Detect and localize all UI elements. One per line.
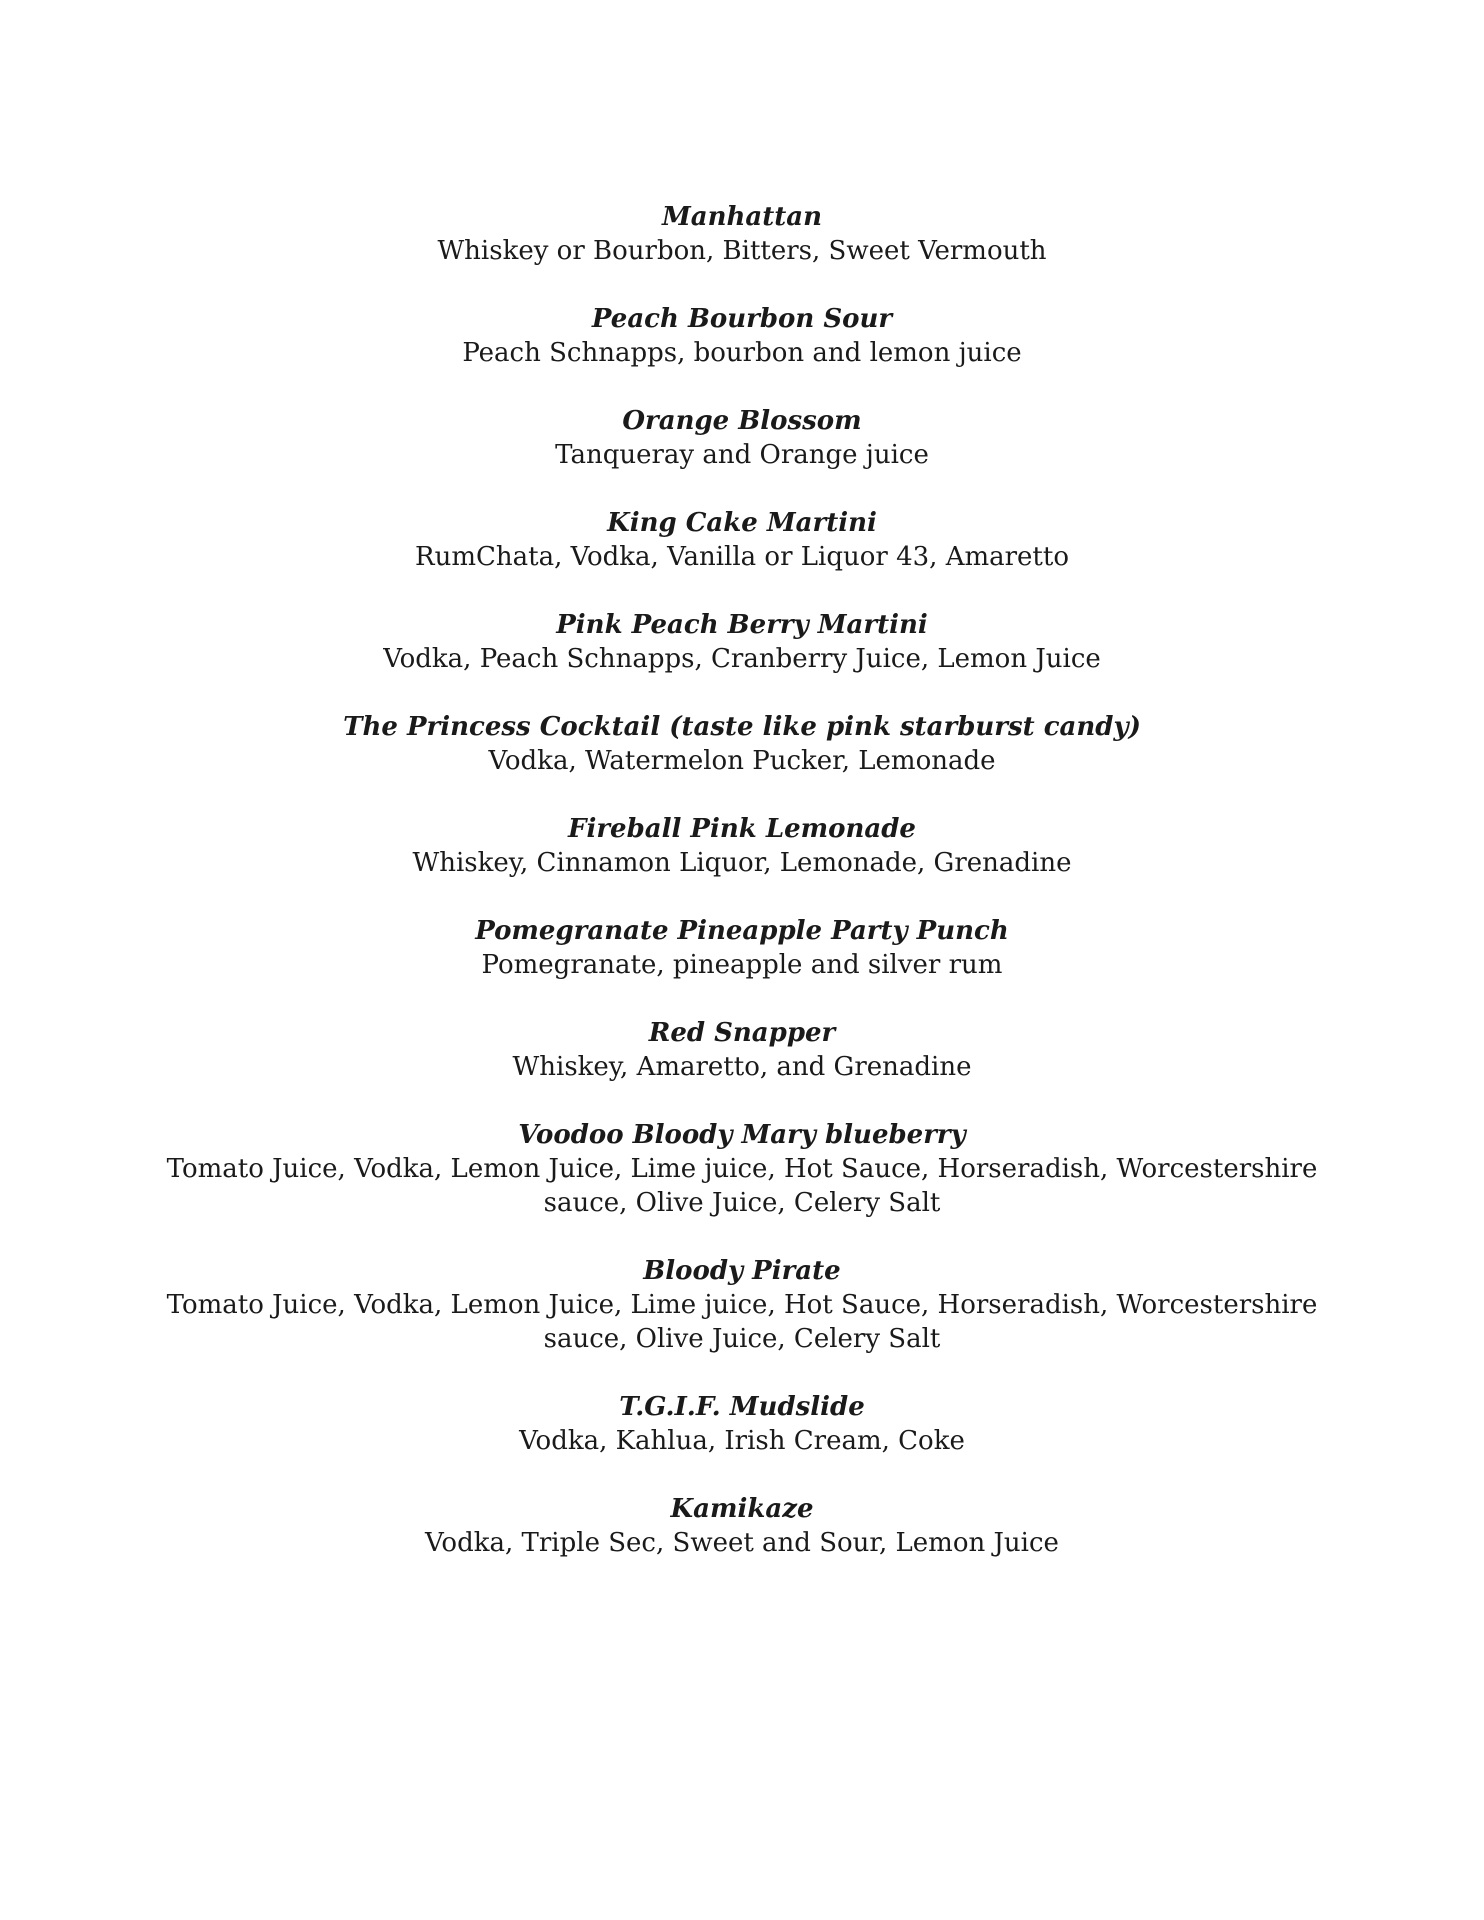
drink-name: Pink Peach Berry Martini (556, 610, 928, 640)
drink-ingredients: Tomato Juice, Vodka, Lemon Juice, Lime juice, Hot Sauce, Horseradish, Worcestershire sauce, Olive Juice, Celery Salt (166, 1290, 1318, 1354)
drink-item-pink-peach-berry-martini (0, 608, 1484, 676)
drink-item-peach-bourbon-sour (0, 302, 1484, 370)
drink-ingredients: Tanqueray and Orange juice (555, 440, 929, 470)
drink-item-princess-cocktail (0, 710, 1484, 778)
drink-item-manhattan (0, 200, 1484, 268)
drink-menu (0, 200, 1484, 1594)
drink-ingredients: Whiskey, Cinnamon Liquor, Lemonade, Grenadine (412, 848, 1072, 878)
drink-item-tgif-mudslide (0, 1390, 1484, 1458)
drink-name: Manhattan (661, 202, 823, 232)
drink-name: Orange Blossom (622, 406, 862, 436)
drink-item-red-snapper (0, 1016, 1484, 1084)
drink-name: Peach Bourbon Sour (591, 304, 893, 334)
drink-name: T.G.I.F. Mudslide (619, 1392, 865, 1422)
drink-ingredients: Whiskey, Amaretto, and Grenadine (512, 1052, 972, 1082)
drink-name: The Princess Cocktail (taste like pink starburst candy) (343, 712, 1141, 742)
drink-item-pomegranate-pineapple-party-punch (0, 914, 1484, 982)
drink-ingredients: Vodka, Peach Schnapps, Cranberry Juice, Lemon Juice (383, 644, 1101, 674)
drink-ingredients: Whiskey or Bourbon, Bitters, Sweet Vermouth (437, 236, 1047, 266)
drink-item-kamikaze (0, 1492, 1484, 1560)
drink-ingredients: Tomato Juice, Vodka, Lemon Juice, Lime juice, Hot Sauce, Horseradish, Worcestershire sauce, Olive Juice, Celery Salt (166, 1154, 1318, 1218)
drink-item-orange-blossom (0, 404, 1484, 472)
drink-item-voodoo-bloody-mary (0, 1118, 1484, 1220)
drink-name: Pomegranate Pineapple Party Punch (475, 916, 1009, 946)
drink-name: Red Snapper (648, 1018, 836, 1048)
drink-name: Bloody Pirate (643, 1256, 841, 1286)
drink-ingredients: Vodka, Kahlua, Irish Cream, Coke (519, 1426, 965, 1456)
drink-ingredients: Pomegranate, pineapple and silver rum (481, 950, 1003, 980)
drink-ingredients: Peach Schnapps, bourbon and lemon juice (462, 338, 1022, 368)
drink-item-bloody-pirate (0, 1254, 1484, 1356)
drink-ingredients: RumChata, Vodka, Vanilla or Liquor 43, Amaretto (415, 542, 1069, 572)
drink-name: King Cake Martini (607, 508, 877, 538)
drink-name: Kamikaze (670, 1494, 814, 1524)
drink-name: Fireball Pink Lemonade (568, 814, 916, 844)
drink-ingredients: Vodka, Watermelon Pucker, Lemonade (488, 746, 996, 776)
drink-item-fireball-pink-lemonade (0, 812, 1484, 880)
drink-item-king-cake-martini (0, 506, 1484, 574)
drink-ingredients: Vodka, Triple Sec, Sweet and Sour, Lemon Juice (425, 1528, 1059, 1558)
drink-name: Voodoo Bloody Mary blueberry (518, 1120, 966, 1150)
